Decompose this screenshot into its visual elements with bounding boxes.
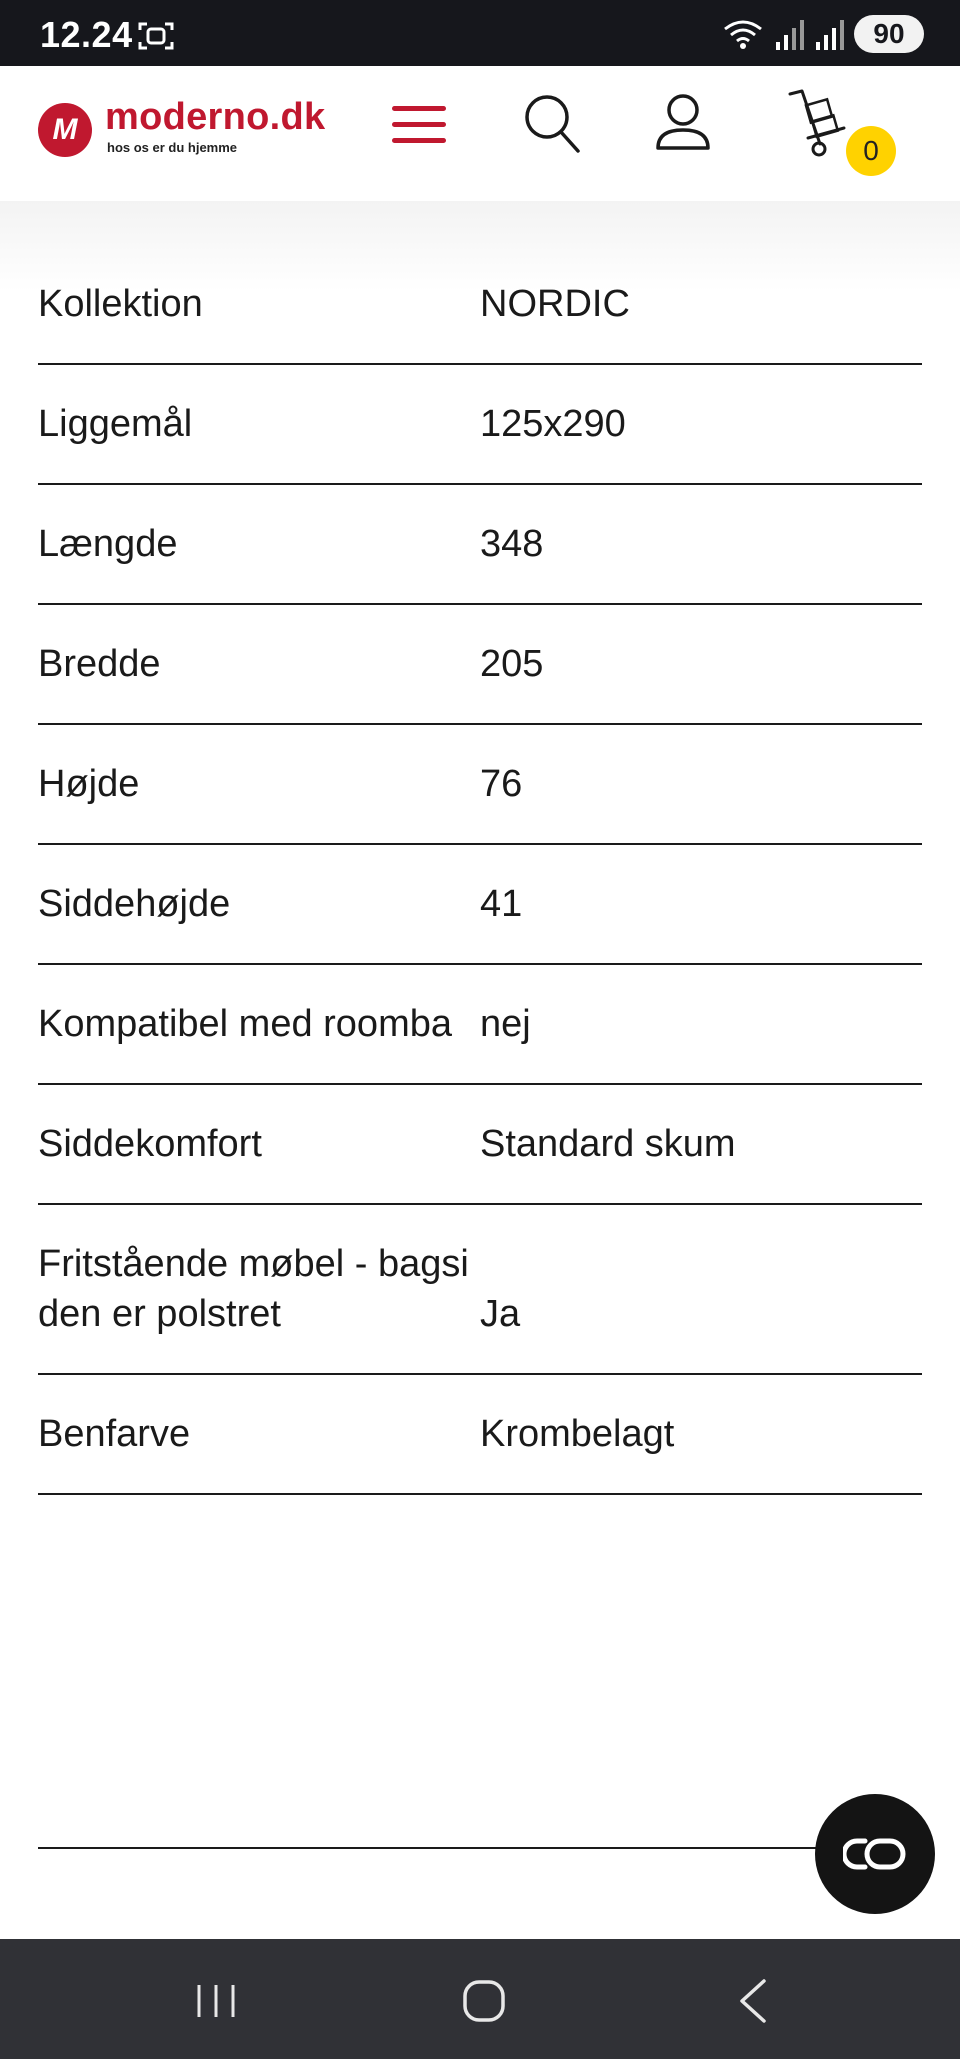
- back-icon[interactable]: [736, 1977, 770, 2025]
- status-icons: [722, 14, 924, 54]
- spec-row: [38, 1375, 922, 1495]
- spec-label: Fritstående møbel - bagsiden er polstret: [38, 1243, 469, 1335]
- spec-row: [38, 605, 922, 725]
- home-icon[interactable]: [462, 1979, 506, 2023]
- logo-name: moderno.dk: [105, 96, 326, 138]
- signal-icon: [774, 18, 804, 50]
- spec-value: 41: [480, 883, 523, 925]
- spec-row: [38, 1205, 922, 1375]
- spec-label: Kompatibel med roomba: [38, 1003, 452, 1045]
- spec-row: [38, 365, 922, 485]
- spec-label: Højde: [38, 763, 140, 805]
- spec-row: [38, 1085, 922, 1205]
- signal-icon: [814, 18, 844, 50]
- spec-label: Kollektion: [38, 283, 203, 325]
- divider: [38, 1847, 838, 1849]
- logo-tagline: hos os er du hjemme: [107, 140, 238, 155]
- logo-badge: M: [38, 103, 92, 157]
- spec-row: [38, 725, 922, 845]
- spec-label: Siddekomfort: [38, 1123, 262, 1165]
- spec-value: 76: [480, 763, 523, 805]
- chat-icon: [843, 1837, 907, 1871]
- spec-label: Siddehøjde: [38, 883, 231, 925]
- spec-label: Længde: [38, 523, 178, 565]
- spec-label: Benfarve: [38, 1413, 191, 1455]
- spec-value: 205: [480, 643, 544, 685]
- menu-icon[interactable]: [392, 106, 446, 156]
- spec-row: [38, 845, 922, 965]
- user-icon[interactable]: [653, 92, 713, 152]
- battery-indicator: 90: [854, 15, 924, 53]
- search-icon[interactable]: [522, 92, 582, 156]
- spec-value: Krombelagt: [480, 1413, 675, 1455]
- recent-apps-icon[interactable]: [195, 1981, 237, 2021]
- product-spec-table: [38, 245, 922, 1495]
- screenshot-icon: [138, 20, 174, 52]
- chat-button[interactable]: [815, 1794, 935, 1914]
- spec-value: NORDIC: [480, 283, 630, 325]
- spec-row: [38, 245, 922, 365]
- cart-count-badge[interactable]: 0: [846, 126, 896, 176]
- spec-row: [38, 965, 922, 1085]
- spec-value: 125x290: [480, 403, 626, 445]
- spec-value: Ja: [480, 1293, 521, 1335]
- site-header: [0, 66, 960, 201]
- site-logo[interactable]: [38, 96, 328, 170]
- status-bar: [0, 0, 960, 66]
- system-nav-bar: [0, 1939, 960, 2059]
- spec-row: [38, 485, 922, 605]
- wifi-icon: [722, 17, 764, 51]
- spec-label: Bredde: [38, 643, 161, 685]
- spec-value: nej: [480, 1003, 531, 1045]
- spec-label: Liggemål: [38, 403, 193, 445]
- spec-value: 348: [480, 523, 544, 565]
- spec-value: Standard skum: [480, 1123, 736, 1165]
- status-time: 12.24: [40, 14, 133, 55]
